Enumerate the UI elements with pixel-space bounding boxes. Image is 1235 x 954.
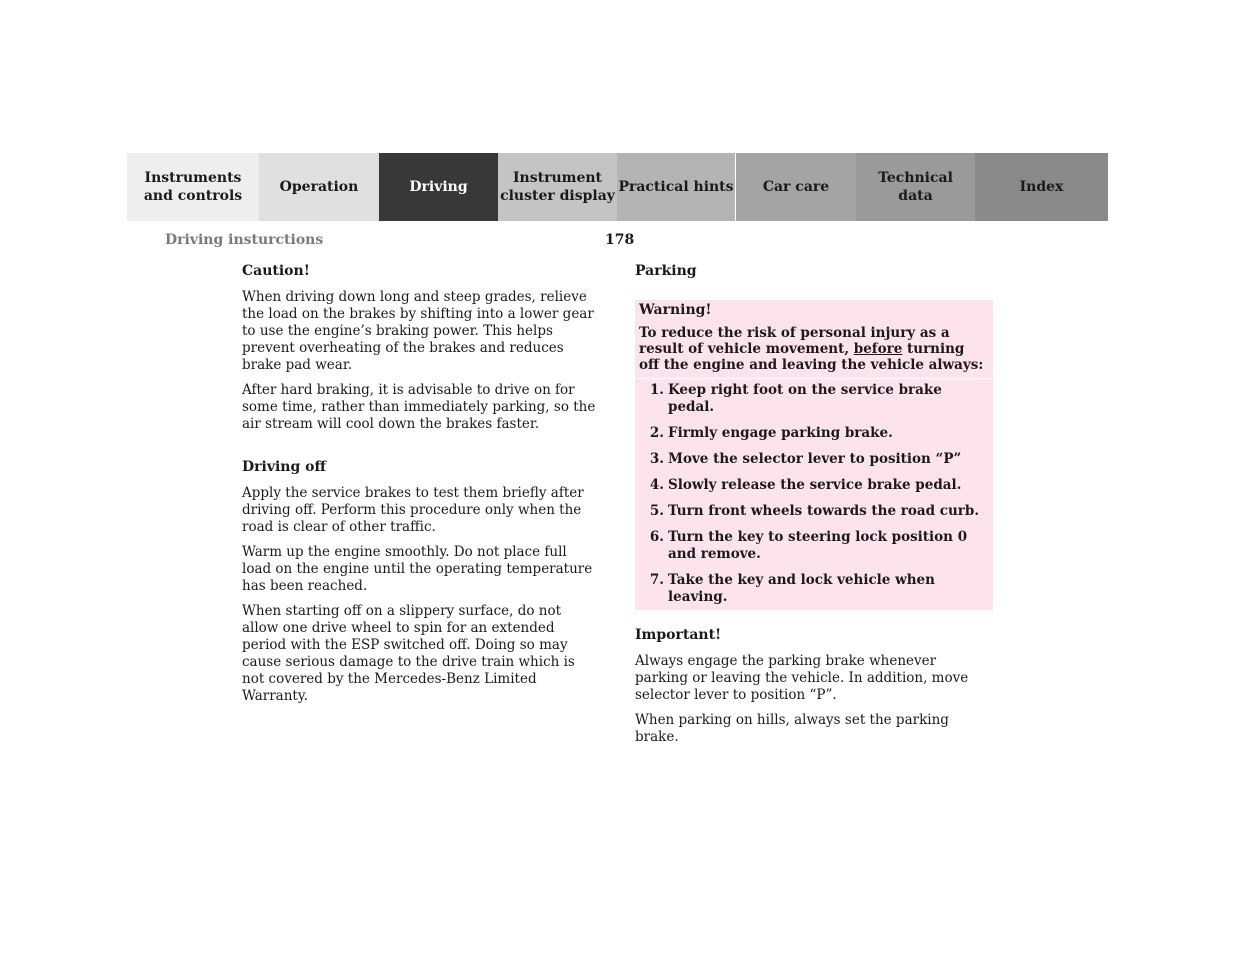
warning-step-text: Slowly release the service brake pedal. (668, 477, 962, 493)
warning-step-text: Move the selector lever to position “P” (668, 451, 962, 467)
tab-driving[interactable]: Driving (379, 153, 498, 221)
driving-off-heading: Driving off (242, 459, 326, 475)
warning-step-text: Firmly engage parking brake. (668, 425, 893, 441)
left-column (242, 263, 600, 705)
warning-step (639, 425, 989, 442)
caution-paragraph-1: When driving down long and steep grades, relieve the load on the brakes by shifting into a lower gear to use the engine’s braking power. This helps prevent overheating of the brakes and reduces brake pad wear. (242, 289, 594, 373)
warning-step (639, 382, 989, 416)
warning-step-number: 5. (649, 503, 664, 519)
chapter-tab-bar (127, 153, 1108, 221)
tab-operation[interactable]: Operation (259, 153, 379, 221)
warning-intro (639, 325, 989, 373)
tab-technical-data[interactable]: Technical data (856, 153, 975, 221)
important-heading: Important! (635, 627, 722, 643)
warning-intro-underlined: before (853, 341, 903, 357)
warning-step (639, 451, 989, 468)
tab-instruments-and-controls[interactable]: Instruments and controls (127, 153, 259, 221)
warning-step (639, 477, 989, 494)
warning-box (635, 300, 993, 610)
parking-heading: Parking (635, 263, 697, 279)
driving-off-paragraph-3: When starting off on a slippery surface, do not allow one drive wheel to spin for an extended period with the ESP switched off. Doing so may cause serious damage to the drive train which is not covered by the Mercedes-Benz Limited Warranty. (242, 603, 575, 704)
right-column (635, 263, 993, 746)
important-paragraph-1: Always engage the parking brake whenever parking or leaving the vehicle. In addition, move selector lever to position “P”. (635, 653, 969, 703)
caution-heading: Caution! (242, 263, 310, 279)
important-paragraph-2: When parking on hills, always set the parking brake. (635, 712, 949, 745)
warning-divider (635, 378, 993, 379)
warning-step-number: 1. (649, 382, 664, 398)
warning-step (639, 572, 989, 606)
tab-car-care[interactable]: Car care (736, 153, 856, 221)
warning-step-number: 2. (649, 425, 664, 441)
warning-step-number: 6. (649, 529, 664, 545)
warning-step-number: 7. (649, 572, 664, 588)
driving-off-paragraph-1: Apply the service brakes to test them briefly after driving off. Perform this procedure only when the road is clear of other traffic. (242, 485, 584, 535)
warning-intro-text-a: To reduce the risk of personal injury as a result of vehicle movement, (639, 325, 950, 357)
warning-step (639, 529, 989, 563)
tab-practical-hints[interactable]: Practical hints (617, 153, 736, 221)
warning-intro-text-b: turning off the engine and leaving the vehicle always: (639, 341, 984, 373)
warning-step-text: Turn the key to steering lock position 0 and remove. (668, 529, 968, 562)
section-title: Driving insturctions (165, 232, 324, 248)
warning-step-number: 4. (649, 477, 664, 493)
warning-step-number: 3. (649, 451, 664, 467)
warning-steps-list (639, 382, 989, 606)
warning-step-text: Turn front wheels towards the road curb. (668, 503, 980, 519)
warning-step-text: Keep right foot on the service brake pedal. (668, 382, 942, 415)
driving-off-paragraph-2: Warm up the engine smoothly. Do not place full load on the engine until the operating temperature has been reached. (242, 544, 593, 594)
tab-index[interactable]: Index (975, 153, 1108, 221)
caution-paragraph-2: After hard braking, it is advisable to drive on for some time, rather than immediately parking, so the air stream will cool down the brakes faster. (242, 382, 596, 432)
tab-instrument-cluster-display[interactable]: Instrument cluster display (498, 153, 617, 221)
warning-title: Warning! (639, 302, 712, 318)
warning-step-text: Take the key and lock vehicle when leaving. (668, 572, 935, 605)
page-number: 178 (605, 232, 635, 248)
warning-step (639, 503, 989, 520)
